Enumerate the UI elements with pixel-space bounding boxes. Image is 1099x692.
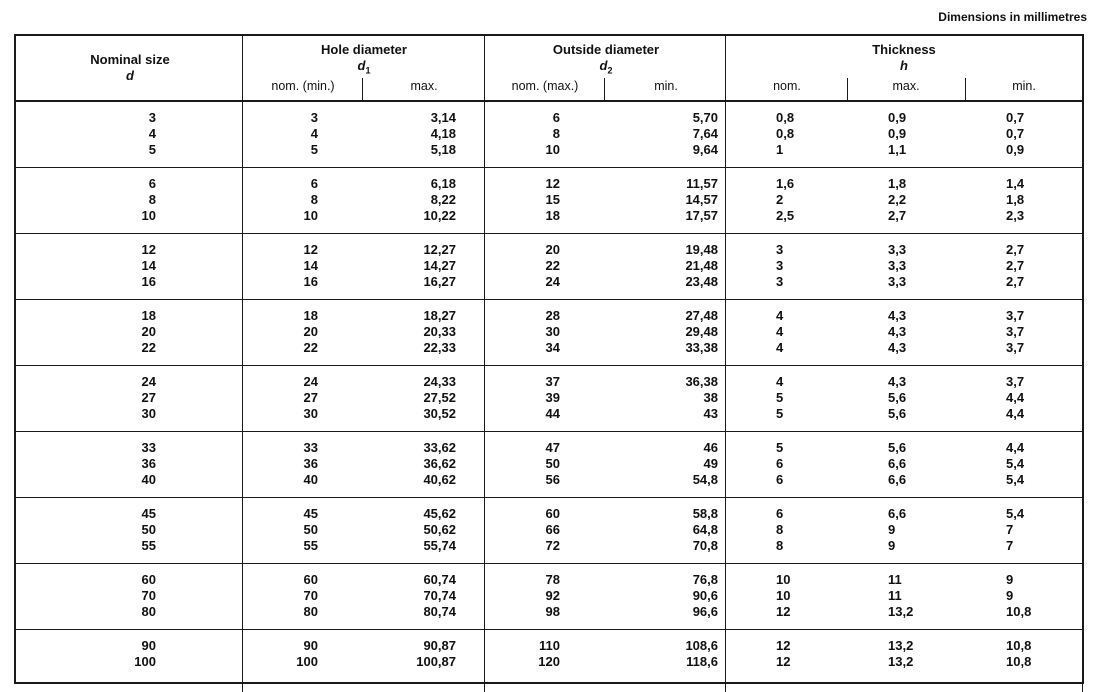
nominal-size-cell: 24 <box>141 374 156 389</box>
outside-min-cell: 19,48 <box>685 242 718 257</box>
outside-min-cell: 70,8 <box>692 538 718 553</box>
thickness-max-cell: 3,3 <box>888 258 907 273</box>
table-row <box>16 654 1082 670</box>
thickness-nom-cell: 12 <box>776 654 791 669</box>
hole-nom-cell: 18 <box>303 308 318 323</box>
row-group <box>16 432 1082 498</box>
hole-nom-cell: 90 <box>303 638 318 653</box>
nominal-size-header: Nominal size <box>90 52 170 67</box>
outside-nom-cell: 24 <box>545 274 560 289</box>
thickness-min-cell: 7 <box>1006 538 1014 553</box>
thickness-min-header: min. <box>1012 79 1036 93</box>
hole-max-cell: 8,22 <box>430 192 456 207</box>
thickness-nom-cell: 4 <box>776 324 784 339</box>
thickness-nom-cell: 4 <box>776 340 784 355</box>
table-row <box>16 472 1082 488</box>
outside-nom-cell: 44 <box>545 406 560 421</box>
nominal-size-cell: 50 <box>141 522 156 537</box>
nominal-size-cell: 45 <box>141 506 156 521</box>
outside-diameter-header: Outside diameter <box>552 42 660 57</box>
outside-diameter-symbol: $d_2$ <box>599 58 613 76</box>
thickness-min-cell: 10,8 <box>1006 638 1032 653</box>
thickness-nom-cell: 2,5 <box>776 208 795 223</box>
table-row <box>16 242 1082 258</box>
thickness-max-cell: 9 <box>888 522 896 537</box>
outside-min-cell: 17,57 <box>685 208 718 223</box>
outside-min-cell: 96,6 <box>692 604 718 619</box>
nominal-size-cell: 70 <box>141 588 156 603</box>
hole-max-cell: 90,87 <box>423 638 456 653</box>
row-group <box>16 366 1082 432</box>
table-row <box>16 440 1082 456</box>
thickness-min-cell: 4,4 <box>1006 406 1025 421</box>
hole-nom-cell: 60 <box>303 572 318 587</box>
thickness-nom-cell: 3 <box>776 274 784 289</box>
hole-nom-cell: 33 <box>303 440 318 455</box>
thickness-min-cell: 9 <box>1006 588 1014 603</box>
thickness-min-cell: 4,4 <box>1006 440 1025 455</box>
nominal-size-cell: 40 <box>141 472 156 487</box>
outside-nom-header: nom. (max.) <box>511 79 579 93</box>
table-row <box>16 604 1082 620</box>
table-row <box>16 638 1082 654</box>
table-row <box>16 522 1082 538</box>
hole-max-cell: 30,52 <box>423 406 456 421</box>
hole-max-cell: 60,74 <box>423 572 456 587</box>
hole-nom-cell: 12 <box>303 242 318 257</box>
hole-nom-cell: 70 <box>303 588 318 603</box>
outside-min-cell: 11,57 <box>686 176 718 191</box>
thickness-nom-cell: 8 <box>776 538 784 553</box>
thickness-max-cell: 3,3 <box>888 274 907 289</box>
table-row <box>16 390 1082 406</box>
nominal-size-cell: 55 <box>141 538 156 553</box>
nominal-size-cell: 12 <box>141 242 156 257</box>
thickness-min-cell: 2,7 <box>1006 242 1025 257</box>
nominal-size-cell: 16 <box>141 274 156 289</box>
outside-min-cell: 54,8 <box>692 472 718 487</box>
outside-nom-cell: 34 <box>545 340 560 355</box>
hole-nom-cell: 27 <box>303 390 318 405</box>
thickness-max-cell: 5,6 <box>888 440 907 455</box>
hole-max-header: max. <box>410 79 438 93</box>
outside-min-cell: 21,48 <box>685 258 718 273</box>
thickness-min-cell: 2,3 <box>1006 208 1025 223</box>
thickness-nom-header: nom. <box>773 79 801 93</box>
nominal-size-cell: 6 <box>148 176 156 191</box>
thickness-min-cell: 3,7 <box>1006 324 1025 339</box>
nominal-size-cell: 22 <box>141 340 156 355</box>
outside-min-cell: 108,6 <box>685 638 718 653</box>
thickness-nom-cell: 3 <box>776 258 784 273</box>
thickness-max-cell: 5,6 <box>888 390 907 405</box>
outside-nom-cell: 39 <box>545 390 560 405</box>
outside-nom-cell: 47 <box>545 440 560 455</box>
nominal-size-cell: 80 <box>141 604 156 619</box>
thickness-nom-cell: 6 <box>776 456 784 471</box>
hole-nom-cell: 8 <box>310 192 318 207</box>
table-row <box>16 588 1082 604</box>
thickness-nom-cell: 6 <box>776 506 784 521</box>
nominal-size-cell: 20 <box>141 324 156 339</box>
hole-max-cell: 16,27 <box>423 274 456 289</box>
table-row <box>16 456 1082 472</box>
hole-max-cell: 4,18 <box>430 126 456 141</box>
nominal-size-cell: 4 <box>148 126 156 141</box>
thickness-min-cell: 3,7 <box>1006 308 1025 323</box>
outside-nom-cell: 37 <box>545 374 560 389</box>
thickness-max-header: max. <box>892 79 920 93</box>
hole-max-cell: 27,52 <box>423 390 456 405</box>
hole-nom-cell: 16 <box>303 274 318 289</box>
thickness-min-cell: 10,8 <box>1006 654 1032 669</box>
hole-nom-cell: 3 <box>310 110 318 125</box>
table-row <box>16 126 1082 142</box>
hole-max-cell: 33,62 <box>423 440 456 455</box>
thickness-max-cell: 2,7 <box>888 208 907 223</box>
thickness-max-cell: 3,3 <box>888 242 907 257</box>
hole-max-cell: 5,18 <box>430 142 456 157</box>
nominal-size-cell: 18 <box>141 308 156 323</box>
thickness-min-cell: 4,4 <box>1006 390 1025 405</box>
outside-min-cell: 64,8 <box>692 522 718 537</box>
thickness-nom-cell: 10 <box>776 588 791 603</box>
row-group <box>16 564 1082 630</box>
hole-diameter-symbol: $d_1$ <box>357 58 371 76</box>
outside-nom-cell: 22 <box>545 258 560 273</box>
hole-max-cell: 14,27 <box>423 258 456 273</box>
hole-max-cell: 36,62 <box>423 456 456 471</box>
outside-nom-cell: 20 <box>545 242 560 257</box>
thickness-nom-cell: 0,8 <box>776 126 795 141</box>
thickness-nom-cell: 2 <box>776 192 784 207</box>
outside-min-cell: 33,38 <box>685 340 718 355</box>
hole-max-cell: 10,22 <box>423 208 456 223</box>
hole-max-cell: 45,62 <box>423 506 456 521</box>
units-note: Dimensions in millimetres <box>938 10 1087 24</box>
outside-nom-cell: 6 <box>552 110 560 125</box>
outside-min-header: min. <box>654 79 678 93</box>
nominal-size-cell: 100 <box>134 654 156 669</box>
thickness-nom-cell: 1 <box>776 142 784 157</box>
outside-min-cell: 5,70 <box>692 110 718 125</box>
hole-max-cell: 12,27 <box>423 242 456 257</box>
hole-max-cell: 22,33 <box>423 340 456 355</box>
thickness-max-cell: 6,6 <box>888 456 907 471</box>
table-row <box>16 208 1082 224</box>
thickness-max-cell: 0,9 <box>888 110 907 125</box>
thickness-max-cell: 6,6 <box>888 472 907 487</box>
outside-nom-cell: 56 <box>545 472 560 487</box>
outside-nom-cell: 50 <box>545 456 560 471</box>
hole-nom-cell: 6 <box>310 176 318 191</box>
hole-max-cell: 80,74 <box>423 604 456 619</box>
thickness-max-cell: 6,6 <box>888 506 907 521</box>
outside-nom-cell: 18 <box>545 208 560 223</box>
thickness-min-cell: 9 <box>1006 572 1014 587</box>
thickness-max-cell: 11 <box>888 572 902 587</box>
table-row <box>16 506 1082 522</box>
outside-min-cell: 49 <box>703 456 718 471</box>
thickness-nom-cell: 5 <box>776 390 784 405</box>
hole-max-cell: 20,33 <box>423 324 456 339</box>
thickness-nom-cell: 12 <box>776 638 791 653</box>
thickness-max-cell: 4,3 <box>888 324 907 339</box>
outside-nom-cell: 66 <box>545 522 560 537</box>
thickness-min-cell: 2,7 <box>1006 274 1025 289</box>
nominal-size-cell: 60 <box>141 572 156 587</box>
thickness-nom-cell: 5 <box>776 440 784 455</box>
outside-min-cell: 9,64 <box>692 142 718 157</box>
thickness-max-cell: 1,1 <box>888 142 907 157</box>
thickness-nom-cell: 1,6 <box>776 176 795 191</box>
outside-nom-cell: 10 <box>545 142 560 157</box>
hole-max-cell: 18,27 <box>423 308 456 323</box>
table-row <box>16 308 1082 324</box>
outside-min-cell: 27,48 <box>685 308 718 323</box>
outside-min-cell: 36,38 <box>685 374 718 389</box>
header-divider <box>242 36 243 100</box>
outside-nom-cell: 120 <box>538 654 560 669</box>
nominal-size-cell: 90 <box>141 638 156 653</box>
hole-max-cell: 6,18 <box>430 176 456 191</box>
outside-nom-cell: 30 <box>545 324 560 339</box>
outside-nom-cell: 15 <box>545 192 560 207</box>
outside-min-cell: 14,57 <box>685 192 718 207</box>
table-body <box>16 102 1082 692</box>
outside-min-cell: 38 <box>703 390 718 405</box>
table-row <box>16 258 1082 274</box>
hole-nom-cell: 50 <box>303 522 318 537</box>
nominal-size-cell: 27 <box>141 390 156 405</box>
hole-diameter-header: Hole diameter <box>321 42 407 57</box>
thickness-max-cell: 0,9 <box>888 126 907 141</box>
nominal-size-cell: 30 <box>141 406 156 421</box>
thickness-min-cell: 1,8 <box>1006 192 1025 207</box>
thickness-min-cell: 3,7 <box>1006 340 1025 355</box>
row-group <box>16 102 1082 168</box>
nominal-size-cell: 14 <box>141 258 156 273</box>
table-row <box>16 324 1082 340</box>
outside-nom-cell: 60 <box>545 506 560 521</box>
table-row <box>16 340 1082 356</box>
thickness-nom-cell: 10 <box>776 572 791 587</box>
hole-max-cell: 40,62 <box>423 472 456 487</box>
thickness-nom-cell: 4 <box>776 308 784 323</box>
thickness-min-cell: 10,8 <box>1006 604 1032 619</box>
row-group <box>16 234 1082 300</box>
thickness-min-cell: 5,4 <box>1006 506 1025 521</box>
hole-nom-cell: 10 <box>303 208 318 223</box>
thickness-nom-cell: 0,8 <box>776 110 795 125</box>
outside-min-cell: 90,6 <box>692 588 718 603</box>
hole-nom-cell: 36 <box>303 456 318 471</box>
outside-min-cell: 23,48 <box>685 274 718 289</box>
table-row <box>16 192 1082 208</box>
table-row <box>16 274 1082 290</box>
thickness-min-cell: 1,4 <box>1006 176 1025 191</box>
nominal-size-cell: 5 <box>148 142 156 157</box>
hole-max-cell: 3,14 <box>430 110 456 125</box>
hole-nom-cell: 40 <box>303 472 318 487</box>
nominal-size-cell: 33 <box>141 440 156 455</box>
outside-nom-cell: 110 <box>539 638 560 653</box>
hole-max-cell: 70,74 <box>423 588 456 603</box>
table-row <box>16 406 1082 422</box>
thickness-min-cell: 3,7 <box>1006 374 1025 389</box>
table-row <box>16 374 1082 390</box>
hole-max-cell: 100,87 <box>416 654 456 669</box>
hole-nom-cell: 30 <box>303 406 318 421</box>
thickness-min-cell: 0,7 <box>1006 110 1025 125</box>
outside-nom-cell: 72 <box>545 538 560 553</box>
outside-min-cell: 46 <box>703 440 718 455</box>
thickness-max-cell: 13,2 <box>888 638 914 653</box>
table-row <box>16 110 1082 126</box>
thickness-min-cell: 0,9 <box>1006 142 1025 157</box>
thickness-symbol: h <box>900 58 908 73</box>
thickness-max-cell: 4,3 <box>888 308 907 323</box>
row-group <box>16 630 1082 692</box>
hole-nom-header: nom. (min.) <box>271 79 335 93</box>
hole-nom-cell: 14 <box>303 258 318 273</box>
thickness-nom-cell: 4 <box>776 374 784 389</box>
thickness-nom-cell: 12 <box>776 604 791 619</box>
outside-min-cell: 7,64 <box>692 126 718 141</box>
table-header <box>16 36 1082 102</box>
hole-nom-cell: 100 <box>296 654 318 669</box>
row-group <box>16 300 1082 366</box>
outside-min-cell: 29,48 <box>685 324 718 339</box>
outside-min-cell: 118,6 <box>686 654 718 669</box>
sub-divider <box>604 78 605 100</box>
outside-min-cell: 43 <box>703 406 718 421</box>
thickness-min-cell: 7 <box>1006 522 1014 537</box>
hole-nom-cell: 45 <box>303 506 318 521</box>
hole-nom-cell: 5 <box>310 142 318 157</box>
thickness-max-cell: 4,3 <box>888 340 907 355</box>
hole-max-cell: 55,74 <box>423 538 456 553</box>
thickness-header: Thickness <box>872 42 936 57</box>
thickness-max-cell: 4,3 <box>888 374 907 389</box>
thickness-max-cell: 11 <box>888 588 902 603</box>
thickness-nom-cell: 3 <box>776 242 784 257</box>
thickness-max-cell: 9 <box>888 538 896 553</box>
thickness-max-cell: 13,2 <box>888 604 914 619</box>
column-divider <box>1082 102 1083 692</box>
table-row <box>16 176 1082 192</box>
table-row <box>16 538 1082 554</box>
outside-nom-cell: 92 <box>545 588 560 603</box>
thickness-min-cell: 5,4 <box>1006 472 1025 487</box>
row-group <box>16 498 1082 564</box>
outside-min-cell: 76,8 <box>692 572 718 587</box>
hole-nom-cell: 55 <box>303 538 318 553</box>
hole-max-cell: 50,62 <box>423 522 456 537</box>
hole-nom-cell: 22 <box>303 340 318 355</box>
thickness-nom-cell: 8 <box>776 522 784 537</box>
nominal-size-cell: 8 <box>148 192 156 207</box>
nominal-size-cell: 10 <box>141 208 156 223</box>
thickness-min-cell: 0,7 <box>1006 126 1025 141</box>
thickness-min-cell: 2,7 <box>1006 258 1025 273</box>
nominal-size-symbol: d <box>126 68 134 83</box>
thickness-max-cell: 2,2 <box>888 192 907 207</box>
row-group <box>16 168 1082 234</box>
outside-nom-cell: 12 <box>545 176 560 191</box>
outside-min-cell: 58,8 <box>692 506 718 521</box>
outside-nom-cell: 28 <box>545 308 560 323</box>
dimensions-table <box>14 34 1084 684</box>
thickness-min-cell: 5,4 <box>1006 456 1025 471</box>
outside-nom-cell: 98 <box>545 604 560 619</box>
hole-nom-cell: 20 <box>303 324 318 339</box>
header-divider <box>484 36 485 100</box>
thickness-nom-cell: 6 <box>776 472 784 487</box>
sub-divider <box>362 78 363 100</box>
table-row <box>16 572 1082 588</box>
nominal-size-cell: 3 <box>148 110 156 125</box>
nominal-size-cell: 36 <box>141 456 156 471</box>
table-row <box>16 142 1082 158</box>
thickness-max-cell: 5,6 <box>888 406 907 421</box>
hole-max-cell: 24,33 <box>423 374 456 389</box>
hole-nom-cell: 24 <box>303 374 318 389</box>
thickness-max-cell: 13,2 <box>888 654 914 669</box>
hole-nom-cell: 80 <box>303 604 318 619</box>
hole-nom-cell: 4 <box>310 126 318 141</box>
outside-nom-cell: 78 <box>545 572 560 587</box>
thickness-nom-cell: 5 <box>776 406 784 421</box>
thickness-max-cell: 1,8 <box>888 176 907 191</box>
outside-nom-cell: 8 <box>552 126 560 141</box>
